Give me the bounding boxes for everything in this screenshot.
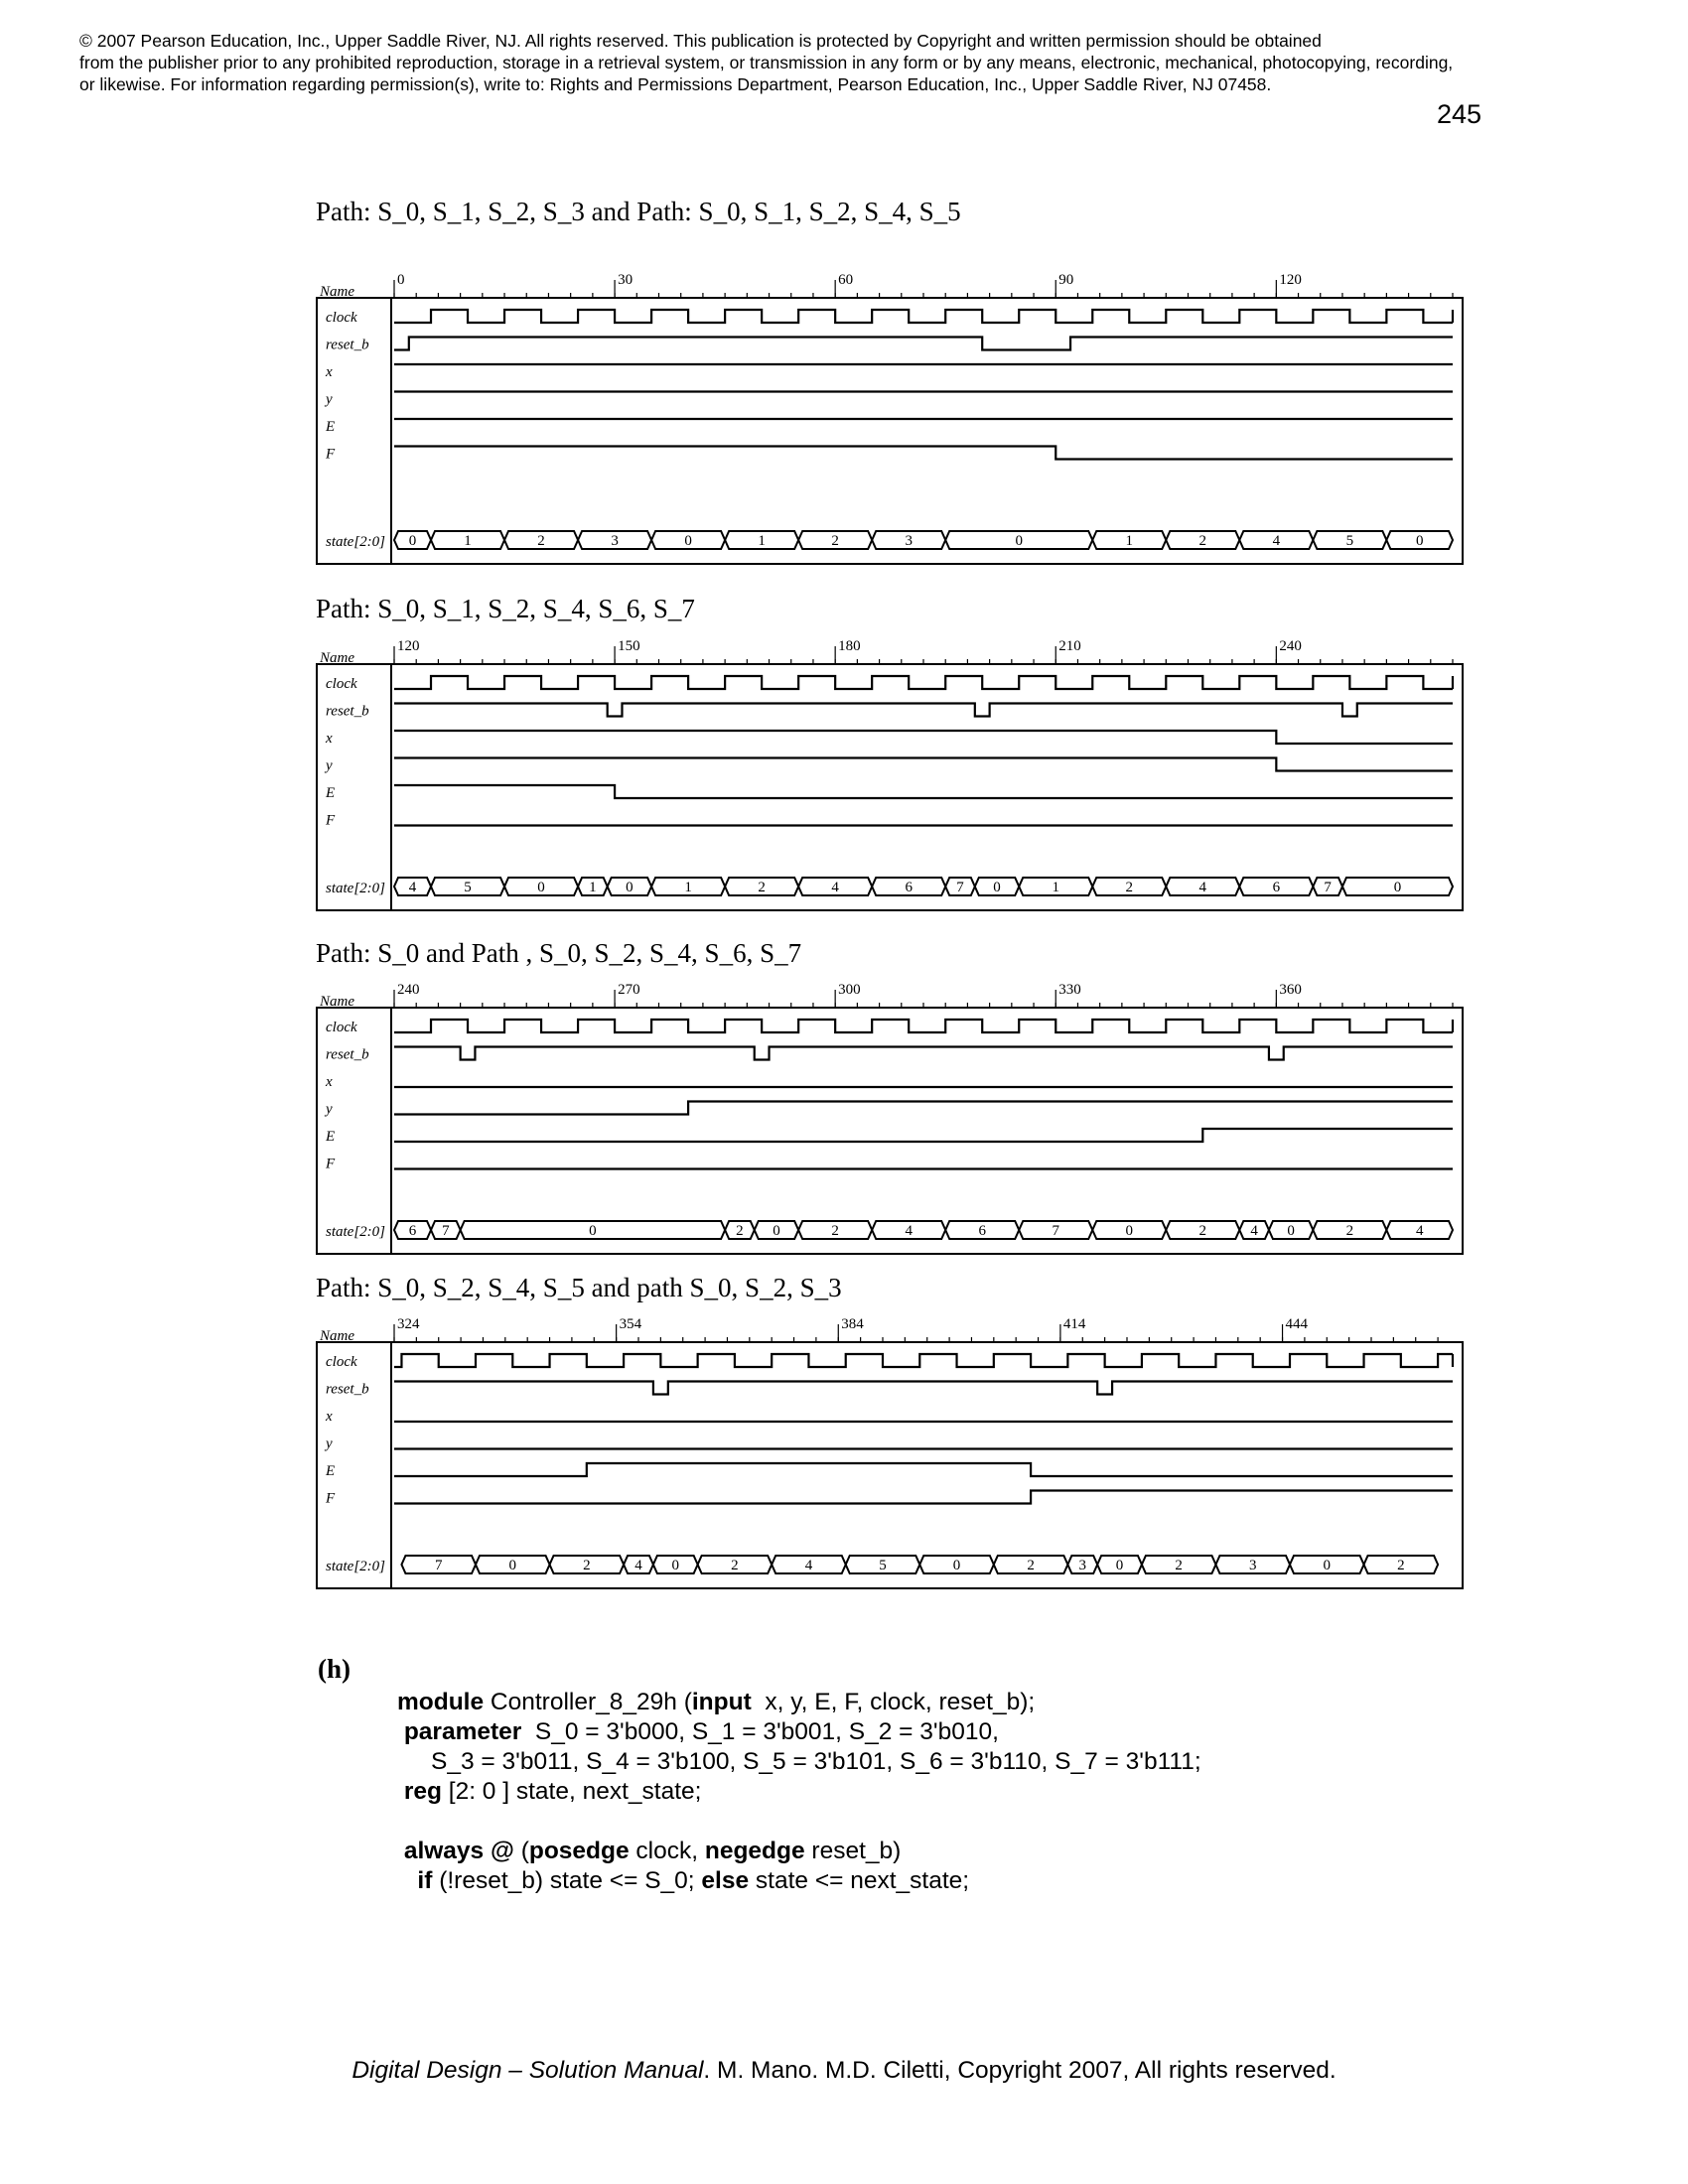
signal-clock <box>326 1354 1453 1370</box>
bus-value-label: 5 <box>879 1558 887 1573</box>
bus-value-label: 2 <box>1198 1223 1207 1239</box>
digital-waveform <box>394 758 1453 771</box>
digital-waveform <box>394 1129 1453 1142</box>
bus-value-label: 0 <box>1115 1558 1124 1573</box>
bus-value-label: 7 <box>442 1223 450 1239</box>
copyright-notice <box>79 30 1628 95</box>
signal-e <box>325 419 1453 435</box>
waveform-title-3: Path: S_0 and Path , S_0, S_2, S_4, S_6, S_7 <box>316 938 802 968</box>
signal-reset-b <box>326 1382 1453 1398</box>
waveform-title-2: Path: S_0, S_1, S_2, S_4, S_6, S_7 <box>316 594 695 623</box>
bus-value-label: 3 <box>905 533 913 549</box>
code-line <box>397 1866 1201 1896</box>
tick-label: 414 <box>1062 1316 1086 1332</box>
code-text <box>397 1867 417 1894</box>
bus-value-label: 3 <box>1248 1558 1257 1573</box>
code-text: state <= next_state; <box>749 1867 970 1894</box>
name-column-header: Name <box>320 650 354 666</box>
bus-value-label: 2 <box>1397 1558 1405 1573</box>
footer-credits: . M. Mano. M.D. Ciletti, Copyright 2007, All rights reserved. <box>703 2057 1336 2084</box>
signal-clock <box>326 310 1453 326</box>
signal-name: E <box>326 785 336 801</box>
bus-value-label: 7 <box>434 1558 443 1573</box>
signal-name: reset_b <box>326 1381 369 1398</box>
signal-name: F <box>326 1156 336 1172</box>
bus-value-label: 4 <box>1198 880 1207 895</box>
signal-y <box>324 758 1453 774</box>
code-keyword: reg <box>403 1778 442 1805</box>
digital-waveform <box>394 1047 1453 1060</box>
code-line <box>397 1717 1201 1747</box>
bus-value-label: 2 <box>1345 1223 1354 1239</box>
digital-waveform <box>394 1491 1453 1504</box>
signal-f <box>325 447 1453 463</box>
bus-value-label: 2 <box>731 1558 739 1573</box>
signal-y <box>324 392 1453 408</box>
code-keyword: always @ <box>403 1838 514 1864</box>
bus-value-label: 4 <box>905 1223 913 1239</box>
bus-value-label: 2 <box>537 533 545 549</box>
signal-name: F <box>326 446 336 463</box>
signal-clock <box>326 1020 1453 1035</box>
tick-label: 60 <box>838 272 854 288</box>
signal-state-2-0 <box>326 1556 1438 1574</box>
time-axis <box>394 638 1453 664</box>
code-text <box>397 1778 404 1805</box>
time-axis <box>394 982 1453 1008</box>
code-text: clock, <box>629 1838 705 1864</box>
clock-waveform <box>394 676 1453 689</box>
code-keyword: negedge <box>704 1838 805 1864</box>
bus-value-label: 1 <box>1052 880 1059 895</box>
bus-value-label: 2 <box>1198 533 1207 549</box>
bus-value-label: 0 <box>537 880 545 895</box>
signal-state-2-0 <box>326 531 1453 550</box>
time-axis <box>394 272 1453 298</box>
section-heading: (h) <box>318 1654 351 1684</box>
tick-label: 360 <box>1279 982 1302 998</box>
time-axis <box>394 1316 1453 1342</box>
signal-f <box>325 1491 1453 1507</box>
signal-e <box>325 1463 1453 1479</box>
bus-value-label: 4 <box>804 1558 813 1573</box>
signal-name: E <box>326 1463 336 1479</box>
bus-value-label: 0 <box>671 1558 680 1573</box>
code-text: S_0 = 3'b000, S_1 = 3'b001, S_2 = 3'b010, <box>521 1718 999 1745</box>
signal-name: reset_b <box>326 1046 369 1063</box>
signal-name: x <box>326 364 333 380</box>
code-text: (!reset_b) state <= S_0; <box>432 1867 702 1894</box>
code-keyword: if <box>417 1867 433 1894</box>
code-line <box>397 1688 1201 1717</box>
verilog-code-block <box>397 1688 1201 1896</box>
digital-waveform <box>394 704 1453 717</box>
bus-value-label: 2 <box>758 880 766 895</box>
bus-value-label: 1 <box>684 880 692 895</box>
bus-value-label: 0 <box>589 1223 597 1239</box>
code-keyword: parameter <box>403 1718 522 1745</box>
signal-name: reset_b <box>326 337 369 353</box>
bus-value-label: 7 <box>1324 880 1332 895</box>
bus-value-label: 2 <box>1175 1558 1183 1573</box>
signal-name: y <box>326 757 333 774</box>
code-text: [2: 0 ] state, next_state; <box>441 1778 702 1805</box>
bus-value-label: 2 <box>1027 1558 1035 1573</box>
bus-value-label: 0 <box>1393 880 1402 895</box>
digital-waveform <box>394 1463 1453 1476</box>
bus-value-label: 6 <box>978 1223 986 1239</box>
clock-waveform <box>394 1354 1453 1367</box>
code-keyword: else <box>701 1867 750 1894</box>
waveform-frame <box>317 1008 1463 1254</box>
signal-reset-b <box>326 704 1453 720</box>
bus-value-label: 0 <box>1015 533 1023 549</box>
bus-value-label: 6 <box>1272 880 1281 895</box>
bus-value-label: 4 <box>1415 1223 1424 1239</box>
signal-name: E <box>326 1129 336 1145</box>
bus-value-label: 7 <box>1052 1223 1059 1239</box>
code-line <box>397 1807 1201 1837</box>
digital-waveform <box>394 1382 1453 1395</box>
bus-value-label: 5 <box>1345 533 1354 549</box>
bus-value-label: 1 <box>1125 533 1134 549</box>
signal-x <box>325 364 1453 380</box>
tick-label: 180 <box>838 638 861 654</box>
bus-value-label: 0 <box>408 533 417 549</box>
tick-label: 300 <box>838 982 861 998</box>
signal-name: state[2:0] <box>326 534 385 550</box>
signal-x <box>325 731 1453 747</box>
digital-waveform <box>394 731 1453 744</box>
signal-name: reset_b <box>326 703 369 720</box>
bus-value-label: 5 <box>464 880 472 895</box>
tick-label: 330 <box>1058 982 1081 998</box>
bus-value-label: 3 <box>1078 1558 1087 1573</box>
tick-label: 150 <box>618 638 640 654</box>
signal-name: y <box>326 1101 333 1118</box>
bus-value-label: 3 <box>611 533 619 549</box>
page-footer <box>0 2057 1688 2085</box>
signal-y <box>324 1102 1453 1118</box>
code-text: ( <box>513 1838 529 1864</box>
signal-x <box>325 1074 1453 1090</box>
tick-label: 324 <box>397 1316 420 1332</box>
signal-clock <box>326 676 1453 692</box>
bus-value-label: 1 <box>589 880 597 895</box>
bus-value-label: 1 <box>464 533 472 549</box>
tick-label: 240 <box>397 982 420 998</box>
tick-label: 120 <box>397 638 420 654</box>
tick-label: 30 <box>618 272 633 288</box>
signal-state-2-0 <box>326 1221 1453 1240</box>
bus-value-label: 6 <box>905 880 913 895</box>
clock-waveform <box>394 310 1453 323</box>
page-number: 245 <box>1436 99 1481 129</box>
bus-value-label: 0 <box>993 880 1001 895</box>
code-keyword: module <box>397 1689 485 1715</box>
bus-value-label: 4 <box>408 880 417 895</box>
bus-value-label: 2 <box>1125 880 1134 895</box>
copyright-line-3: or likewise. For information regarding permission(s), write to: Rights and Permissions Department, Pearson Education, Inc., Upper Saddle River, NJ 07458. <box>79 74 1272 94</box>
signal-name: clock <box>326 310 357 326</box>
digital-waveform <box>394 338 1453 350</box>
waveform-diagram-2 <box>316 632 1487 912</box>
bus-value-label: 6 <box>408 1223 417 1239</box>
copyright-line-1: © 2007 Pearson Education, Inc., Upper Saddle River, NJ. All rights reserved. This publication is protected by Copyright and written permission should be obtained <box>79 31 1322 51</box>
tick-label: 0 <box>397 272 405 288</box>
code-line <box>397 1747 1201 1777</box>
code-text: Controller_8_29h ( <box>484 1689 692 1715</box>
bus-value-label: 1 <box>758 533 766 549</box>
code-text: reset_b) <box>804 1838 902 1864</box>
code-text: x, y, E, F, clock, reset_b); <box>751 1689 1036 1715</box>
bus-value-label: 7 <box>956 880 964 895</box>
footer-book-title: Digital Design – Solution Manual <box>352 2057 704 2084</box>
code-keyword: posedge <box>528 1838 630 1864</box>
signal-name: y <box>326 1435 333 1452</box>
signal-state-2-0 <box>326 878 1453 896</box>
bus-value-label: 0 <box>684 533 692 549</box>
tick-label: 354 <box>619 1316 642 1332</box>
bus-value-label: 4 <box>1250 1223 1258 1239</box>
signal-e <box>325 1129 1453 1145</box>
digital-waveform <box>394 1102 1453 1115</box>
code-keyword: input <box>691 1689 752 1715</box>
digital-waveform <box>394 447 1453 460</box>
waveform-diagram-4 <box>316 1310 1487 1590</box>
tick-label: 90 <box>1058 272 1074 288</box>
copyright-line-2: from the publisher prior to any prohibited reproduction, storage in a retrieval system, or transmission in any form or by any means, electronic, mechanical, photocopying, recording, <box>79 53 1454 72</box>
signal-name: state[2:0] <box>326 1559 385 1574</box>
bus-value-label: 0 <box>1125 1223 1134 1239</box>
code-text: S_3 = 3'b011, S_4 = 3'b100, S_5 = 3'b101, S_6 = 3'b110, S_7 = 3'b111; <box>397 1748 1201 1775</box>
bus-value-label: 0 <box>508 1558 517 1573</box>
bus-value-label: 4 <box>831 880 839 895</box>
signal-name: y <box>326 391 333 408</box>
tick-label: 210 <box>1058 638 1081 654</box>
signal-y <box>324 1436 1453 1452</box>
bus-value-label: 0 <box>1287 1223 1295 1239</box>
name-column-header: Name <box>320 994 354 1010</box>
name-column-header: Name <box>320 284 354 300</box>
signal-name: clock <box>326 1354 357 1370</box>
signal-reset-b <box>326 1047 1453 1063</box>
bus-value-label: 2 <box>736 1223 744 1239</box>
bus-value-label: 0 <box>952 1558 961 1573</box>
code-text <box>397 1718 404 1745</box>
bus-value-label: 2 <box>831 1223 839 1239</box>
code-line <box>397 1777 1201 1807</box>
clock-waveform <box>394 1020 1453 1032</box>
signal-x <box>325 1409 1453 1425</box>
signal-name: F <box>326 1490 336 1507</box>
bus-value-label: 0 <box>1415 533 1424 549</box>
code-text <box>397 1838 404 1864</box>
tick-label: 270 <box>618 982 640 998</box>
signal-name: clock <box>326 676 357 692</box>
tick-label: 120 <box>1279 272 1302 288</box>
name-column-header: Name <box>320 1328 354 1344</box>
bus-value-label: 0 <box>626 880 633 895</box>
bus-value-label: 4 <box>634 1558 642 1573</box>
waveform-frame <box>317 1342 1463 1588</box>
waveform-diagram-3 <box>316 976 1487 1256</box>
signal-name: x <box>326 731 333 747</box>
waveform-frame <box>317 664 1463 910</box>
digital-waveform <box>394 785 1453 798</box>
bus-value-label: 2 <box>583 1558 591 1573</box>
bus-value-label: 2 <box>831 533 839 549</box>
signal-name: E <box>326 419 336 435</box>
waveform-title-1: Path: S_0, S_1, S_2, S_3 and Path: S_0, S_1, S_2, S_4, S_5 <box>316 197 961 226</box>
signal-name: state[2:0] <box>326 1224 385 1240</box>
signal-name: state[2:0] <box>326 881 385 896</box>
signal-name: F <box>326 812 336 829</box>
bus-value-label: 0 <box>1323 1558 1332 1573</box>
waveform-diagram-1 <box>316 266 1487 566</box>
tick-label: 240 <box>1279 638 1302 654</box>
tick-label: 444 <box>1285 1316 1309 1332</box>
bus-value-label: 4 <box>1272 533 1281 549</box>
signal-name: x <box>326 1074 333 1090</box>
code-line <box>397 1837 1201 1866</box>
signal-e <box>325 785 1453 801</box>
signal-name: x <box>326 1409 333 1425</box>
waveform-title-4: Path: S_0, S_2, S_4, S_5 and path S_0, S_2, S_3 <box>316 1273 842 1302</box>
signal-f <box>325 1157 1453 1172</box>
signal-reset-b <box>326 338 1453 353</box>
signal-f <box>325 813 1453 829</box>
tick-label: 384 <box>841 1316 864 1332</box>
signal-name: clock <box>326 1020 357 1035</box>
bus-value-label: 0 <box>773 1223 780 1239</box>
